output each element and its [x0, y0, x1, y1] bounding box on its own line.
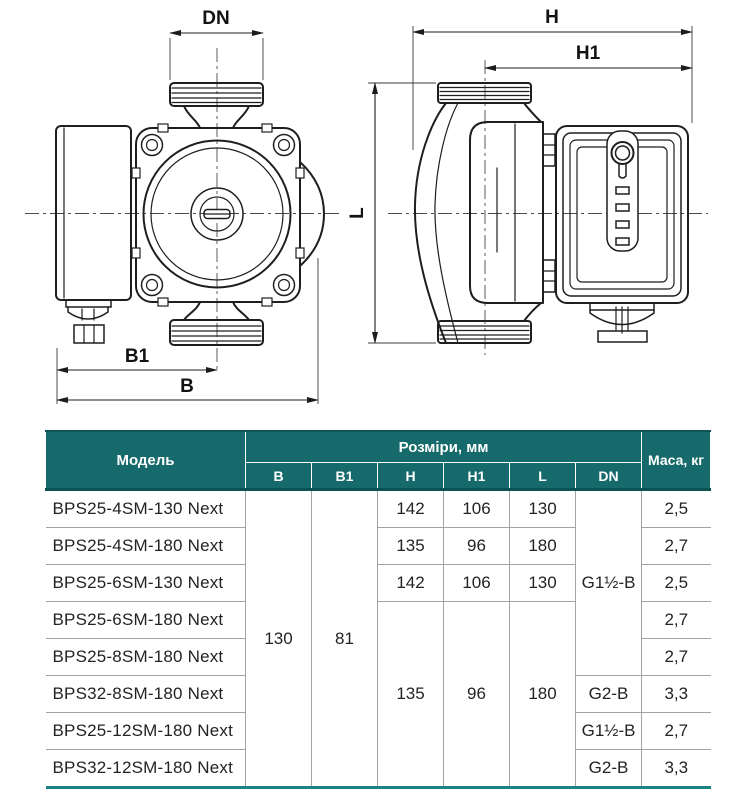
- cell-l: 130: [510, 490, 576, 528]
- spec-table-body: [46, 490, 711, 788]
- cell-b-merged: 130: [246, 490, 312, 788]
- cell-h1-merged: 96: [444, 602, 510, 788]
- cell-model: BPS32-12SM-180 Next: [46, 750, 246, 788]
- cell-model: BPS25-6SM-130 Next: [46, 565, 246, 602]
- cell-h-merged: 135: [378, 602, 444, 788]
- header-dimensions-group: Розміри, мм: [246, 431, 642, 463]
- cell-dn: G2-B: [576, 750, 642, 788]
- cell-mass: 2,5: [642, 565, 711, 602]
- header-col-b1: B1: [312, 463, 378, 490]
- table-row: [46, 490, 711, 528]
- cell-model: BPS25-4SM-130 Next: [46, 490, 246, 528]
- front-top-thread: [170, 83, 263, 128]
- cell-h1: 106: [444, 490, 510, 528]
- cell-model: BPS25-8SM-180 Next: [46, 639, 246, 676]
- header-col-h: H: [378, 463, 444, 490]
- front-view: [25, 48, 343, 372]
- cell-mass: 2,7: [642, 713, 711, 750]
- cell-h1: 96: [444, 528, 510, 565]
- header-mass: Маса, кг: [642, 431, 711, 490]
- side-view: [388, 60, 708, 355]
- cell-mass: 2,7: [642, 639, 711, 676]
- side-top-thread: [438, 83, 531, 103]
- cell-h1: 106: [444, 565, 510, 602]
- cell-h: 142: [378, 490, 444, 528]
- cell-b1-merged: 81: [312, 490, 378, 788]
- header-col-dn: DN: [576, 463, 642, 490]
- front-terminal-box: [56, 126, 131, 300]
- cell-h: 142: [378, 565, 444, 602]
- dimension-h1: [485, 43, 692, 68]
- header-col-h1: H1: [444, 463, 510, 490]
- cell-l: 180: [510, 528, 576, 565]
- cell-dn: G2-B: [576, 676, 642, 713]
- b-label: B: [180, 376, 194, 397]
- cell-mass: 3,3: [642, 750, 711, 788]
- dimension-b1: [57, 346, 217, 370]
- cell-mass: 3,3: [642, 676, 711, 713]
- front-cable-gland: [66, 300, 111, 343]
- dimension-dn: [170, 8, 263, 80]
- cell-model: BPS25-12SM-180 Next: [46, 713, 246, 750]
- dn-label: DN: [202, 8, 230, 29]
- side-bottom-thread: [438, 321, 531, 343]
- b1-label: B1: [124, 346, 150, 367]
- cell-model: BPS32-8SM-180 Next: [46, 676, 246, 713]
- cell-dn: G1½-B: [576, 713, 642, 750]
- cell-model: BPS25-4SM-180 Next: [46, 528, 246, 565]
- cell-mass: 2,7: [642, 528, 711, 565]
- dimension-l: [347, 83, 436, 343]
- cell-model: BPS25-6SM-180 Next: [46, 602, 246, 639]
- front-bottom-thread: [170, 302, 263, 345]
- header-col-b: B: [246, 463, 312, 490]
- cell-h: 135: [378, 528, 444, 565]
- cell-l-merged: 180: [510, 602, 576, 788]
- cell-l: 130: [510, 565, 576, 602]
- front-pump-body: [144, 141, 291, 288]
- l-label: L: [347, 207, 368, 219]
- side-pump-head: [470, 122, 555, 303]
- cell-mass: 2,7: [642, 602, 711, 639]
- side-volute: [415, 103, 541, 343]
- cell-dn-merged: G1½-B: [576, 490, 642, 676]
- pump-spec-table: [45, 430, 711, 789]
- side-cable-gland: [590, 303, 654, 342]
- dimension-h: [413, 7, 692, 150]
- h-label: H: [545, 7, 559, 28]
- header-model: Модель: [46, 431, 246, 490]
- h1-label: H1: [575, 43, 601, 64]
- header-col-l: L: [510, 463, 576, 490]
- cell-mass: 2,5: [642, 490, 711, 528]
- side-control-box: [556, 126, 688, 303]
- spec-table-header: [46, 431, 711, 490]
